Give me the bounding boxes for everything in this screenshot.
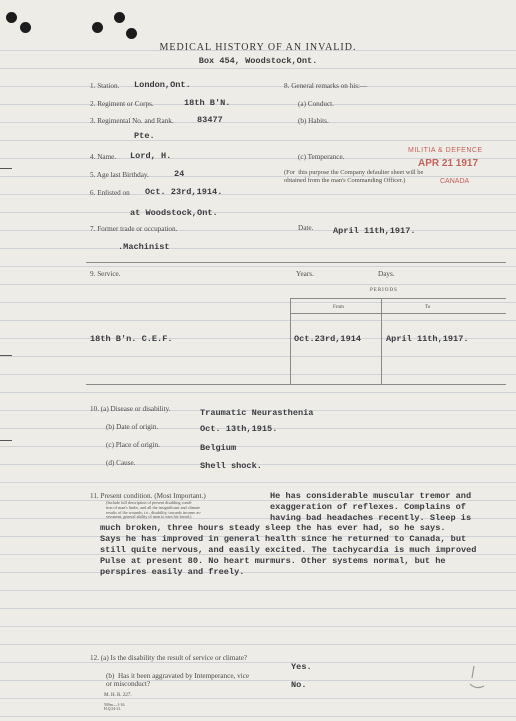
stamp-line-1: MILITIA & DEFENCE	[408, 147, 483, 154]
present-condition-label: 11. Present condition. (Most Important.)	[90, 492, 206, 500]
periods-label: PERIODS	[370, 288, 398, 293]
ruled-line	[0, 374, 516, 375]
ruled-line	[0, 302, 516, 303]
ruled-line	[0, 644, 516, 645]
ruled-line	[0, 194, 516, 195]
conduct-label: (a) Conduct.	[298, 100, 334, 108]
present-condition-text	[100, 491, 476, 577]
age-value: 24	[174, 169, 185, 179]
ruled-line	[0, 230, 516, 231]
ruled-line	[0, 68, 516, 69]
habits-label: (b) Habits.	[298, 117, 329, 125]
regiment-value: 18th B'N.	[184, 98, 231, 108]
periods-rule	[290, 298, 506, 299]
general-remarks-label: 8. General remarks on his:—	[284, 82, 368, 90]
q12b-answer: No.	[291, 680, 307, 690]
punch-hole	[6, 12, 17, 23]
ruled-line	[0, 590, 516, 591]
temperance-label: (c) Temperance.	[298, 153, 345, 161]
ruled-line	[0, 86, 516, 87]
service-top-rule	[86, 262, 506, 263]
stamp-line-3: CANADA	[440, 178, 470, 185]
age-label: 5. Age last Birthday.	[90, 171, 149, 179]
date-value: April 11th,1917.	[333, 226, 416, 236]
cause-value: Shell shock.	[200, 461, 262, 471]
origin-date-value: Oct. 13th,1915.	[200, 424, 278, 434]
disability-value: Traumatic Neurasthenia	[200, 408, 314, 418]
cause-label: (d) Cause.	[106, 459, 136, 467]
form-id: M. H. R. 227.	[104, 693, 132, 698]
enlisted-value: Oct. 23rd,1914.	[145, 187, 223, 197]
ruled-line	[0, 122, 516, 123]
origin-place-value: Belgium	[200, 443, 237, 453]
present-condition-line: perspires easily and freely.	[100, 566, 245, 577]
document-title: MEDICAL HISTORY OF AN INVALID.	[159, 42, 357, 53]
punch-hole	[126, 28, 137, 39]
present-condition-line: Says he has improved in general health since he returned to Canada, but	[100, 534, 467, 545]
margin-mark	[0, 440, 12, 441]
present-condition-paragraph	[100, 491, 476, 577]
name-label: 4. Name.	[90, 153, 117, 161]
from-to-rule	[290, 313, 506, 314]
enlisted-label: 6. Enlisted on	[90, 189, 130, 197]
origin-date-label: (b) Date of origin.	[106, 423, 159, 431]
punch-hole	[20, 22, 31, 33]
ruled-line	[0, 284, 516, 285]
regiment-label: 2. Regiment or Corps.	[90, 100, 154, 108]
pencil-mark	[462, 662, 492, 692]
present-condition-line: exaggeration of reflexes. Complains of	[270, 501, 466, 512]
stamp-date: APR 21 1917	[418, 158, 479, 169]
margin-mark	[0, 355, 12, 356]
present-condition-instructions: (Include full description of present disabling condi- tion of man's limbs, and all the insignificant and climate results of the wounds; i.e., disability, towards income as- sessment, general ability of man to earn his bread.)	[106, 500, 202, 520]
years-label: Years.	[296, 270, 314, 278]
ruled-line	[0, 320, 516, 321]
present-condition-line: Pulse at present 80. No heart murmurs. Other systems normal, but he	[100, 555, 446, 566]
station-value: London,Ont.	[134, 80, 191, 90]
ruled-line	[0, 446, 516, 447]
ruled-line	[0, 608, 516, 609]
ruled-line	[0, 680, 516, 681]
name-value: Lord, H.	[130, 151, 172, 161]
ruled-line	[0, 392, 516, 393]
form-print-code: 500m.—1-16. H.Q.54-21.	[104, 703, 126, 712]
rank-value: Pte.	[134, 131, 155, 141]
service-label: 9. Service.	[90, 270, 121, 278]
to-label: To	[425, 305, 431, 310]
ruled-line	[0, 266, 516, 267]
service-col-divider-1	[290, 298, 291, 384]
q12b-label: (b) Has it been aggravated by Intemperance, vice or misconduct?	[106, 672, 250, 688]
origin-place-label: (c) Place of origin.	[106, 441, 160, 449]
margin-mark	[0, 168, 12, 169]
regimental-no-label: 3. Regimental No. and Rank.	[90, 117, 174, 125]
present-condition-line: much broken, three hours steady sleep the has ever had, so he says.	[100, 523, 446, 534]
ruled-line	[0, 248, 516, 249]
ruled-line	[0, 626, 516, 627]
days-label: Days.	[378, 270, 395, 278]
punch-hole	[114, 12, 125, 23]
former-trade-label: 7. Former trade or occupation.	[90, 225, 178, 233]
punch-hole	[92, 22, 103, 33]
regimental-no-value: 83477	[197, 115, 223, 125]
defaulter-sheet-note: (For this purpose the Company defaulter sheet will be obtained from the man's Commanding Officer.)	[284, 169, 424, 184]
ruled-line	[0, 212, 516, 213]
ruled-line	[0, 176, 516, 177]
present-condition-line: still quite nervous, and easily excited. The tachycardia is much improved	[100, 544, 477, 555]
ruled-line	[0, 482, 516, 483]
from-label: From	[333, 305, 344, 310]
service-to: April 11th,1917.	[386, 334, 469, 344]
ruled-line	[0, 140, 516, 141]
box-address: Box 454, Woodstock,Ont.	[198, 56, 318, 66]
ruled-line	[0, 698, 516, 699]
present-condition-line: having bad headaches recently. Sleep is	[270, 512, 472, 523]
station-label: 1. Station.	[90, 82, 120, 90]
q12a-label: 12. (a) Is the disability the result of service or climate?	[90, 654, 248, 662]
service-bottom-rule	[86, 384, 506, 385]
service-unit: 18th B'n. C.E.F.	[90, 334, 173, 344]
ruled-line	[0, 716, 516, 717]
date-label: Date.	[298, 224, 314, 232]
ruled-line	[0, 662, 516, 663]
ruled-line	[0, 356, 516, 357]
q12a-answer: Yes.	[291, 662, 312, 672]
service-col-divider-2	[381, 298, 382, 384]
ruled-line	[0, 104, 516, 105]
service-from: Oct.23rd,1914	[294, 334, 362, 344]
disability-label: 10. (a) Disease or disability.	[90, 405, 171, 413]
former-trade-value: .Machinist	[118, 242, 170, 252]
enlisted-place: at Woodstock,Ont.	[130, 208, 218, 218]
present-condition-line: He has considerable muscular tremor and	[270, 491, 472, 501]
